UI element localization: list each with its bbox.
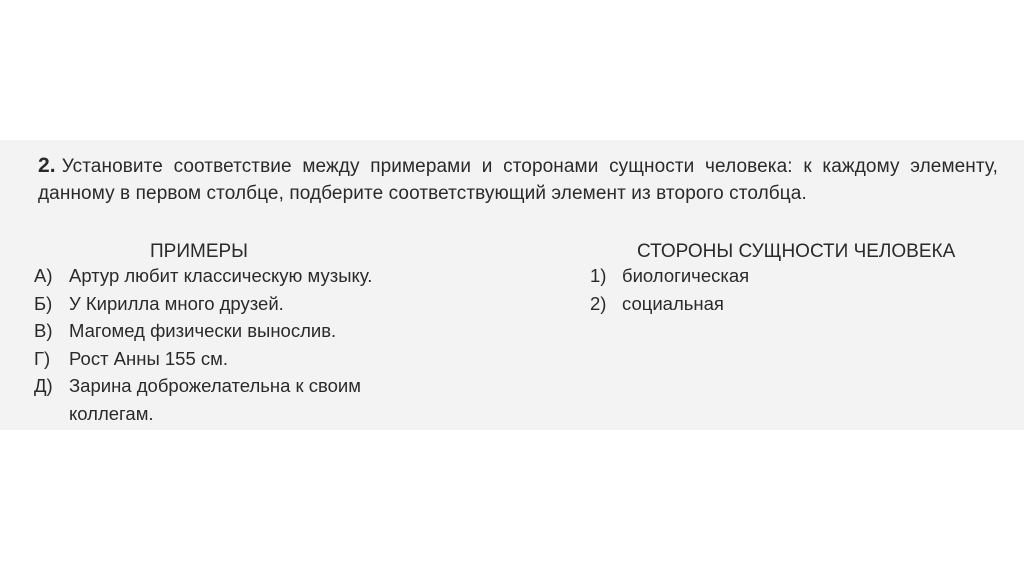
- list-item: [34, 290, 434, 318]
- aspects-heading: СТОРОНЫ СУЩНОСТИ ЧЕЛОВЕКА: [637, 241, 956, 262]
- list-item: [590, 290, 970, 318]
- item-number: 1): [590, 265, 607, 286]
- item-text: биологическая: [622, 265, 750, 286]
- item-letter: А): [34, 265, 53, 286]
- list-item: [590, 262, 970, 290]
- item-text: Рост Анны 155 см.: [69, 347, 229, 369]
- aspects-list: [590, 262, 970, 317]
- item-letter: Д): [34, 375, 53, 396]
- examples-heading: ПРИМЕРЫ: [150, 241, 248, 262]
- item-text: У Кирилла много друзей.: [69, 292, 284, 314]
- item-text: социальная: [622, 292, 724, 314]
- item-text: Зарина доброжелательна к своим коллегам.: [69, 375, 361, 424]
- list-item: [34, 317, 434, 345]
- list-item: [34, 262, 434, 290]
- task-number: 2.: [38, 154, 56, 177]
- item-letter: Б): [34, 292, 53, 314]
- item-number: 2): [590, 292, 607, 314]
- list-item: [34, 372, 434, 427]
- task-statement: [38, 152, 998, 207]
- item-text: Артур любит классическую музыку.: [69, 265, 373, 286]
- item-letter: Г): [34, 347, 51, 369]
- item-letter: В): [34, 320, 53, 341]
- task-text: Установите соответствие между примерами и сторонами сущности человека: к каждому элементу, данному в первом столбце, подберите соответствующий элемент из второго столбца.: [38, 156, 998, 204]
- list-item: [34, 345, 434, 373]
- item-text: Магомед физически вынослив.: [69, 320, 337, 341]
- examples-list: [34, 262, 434, 427]
